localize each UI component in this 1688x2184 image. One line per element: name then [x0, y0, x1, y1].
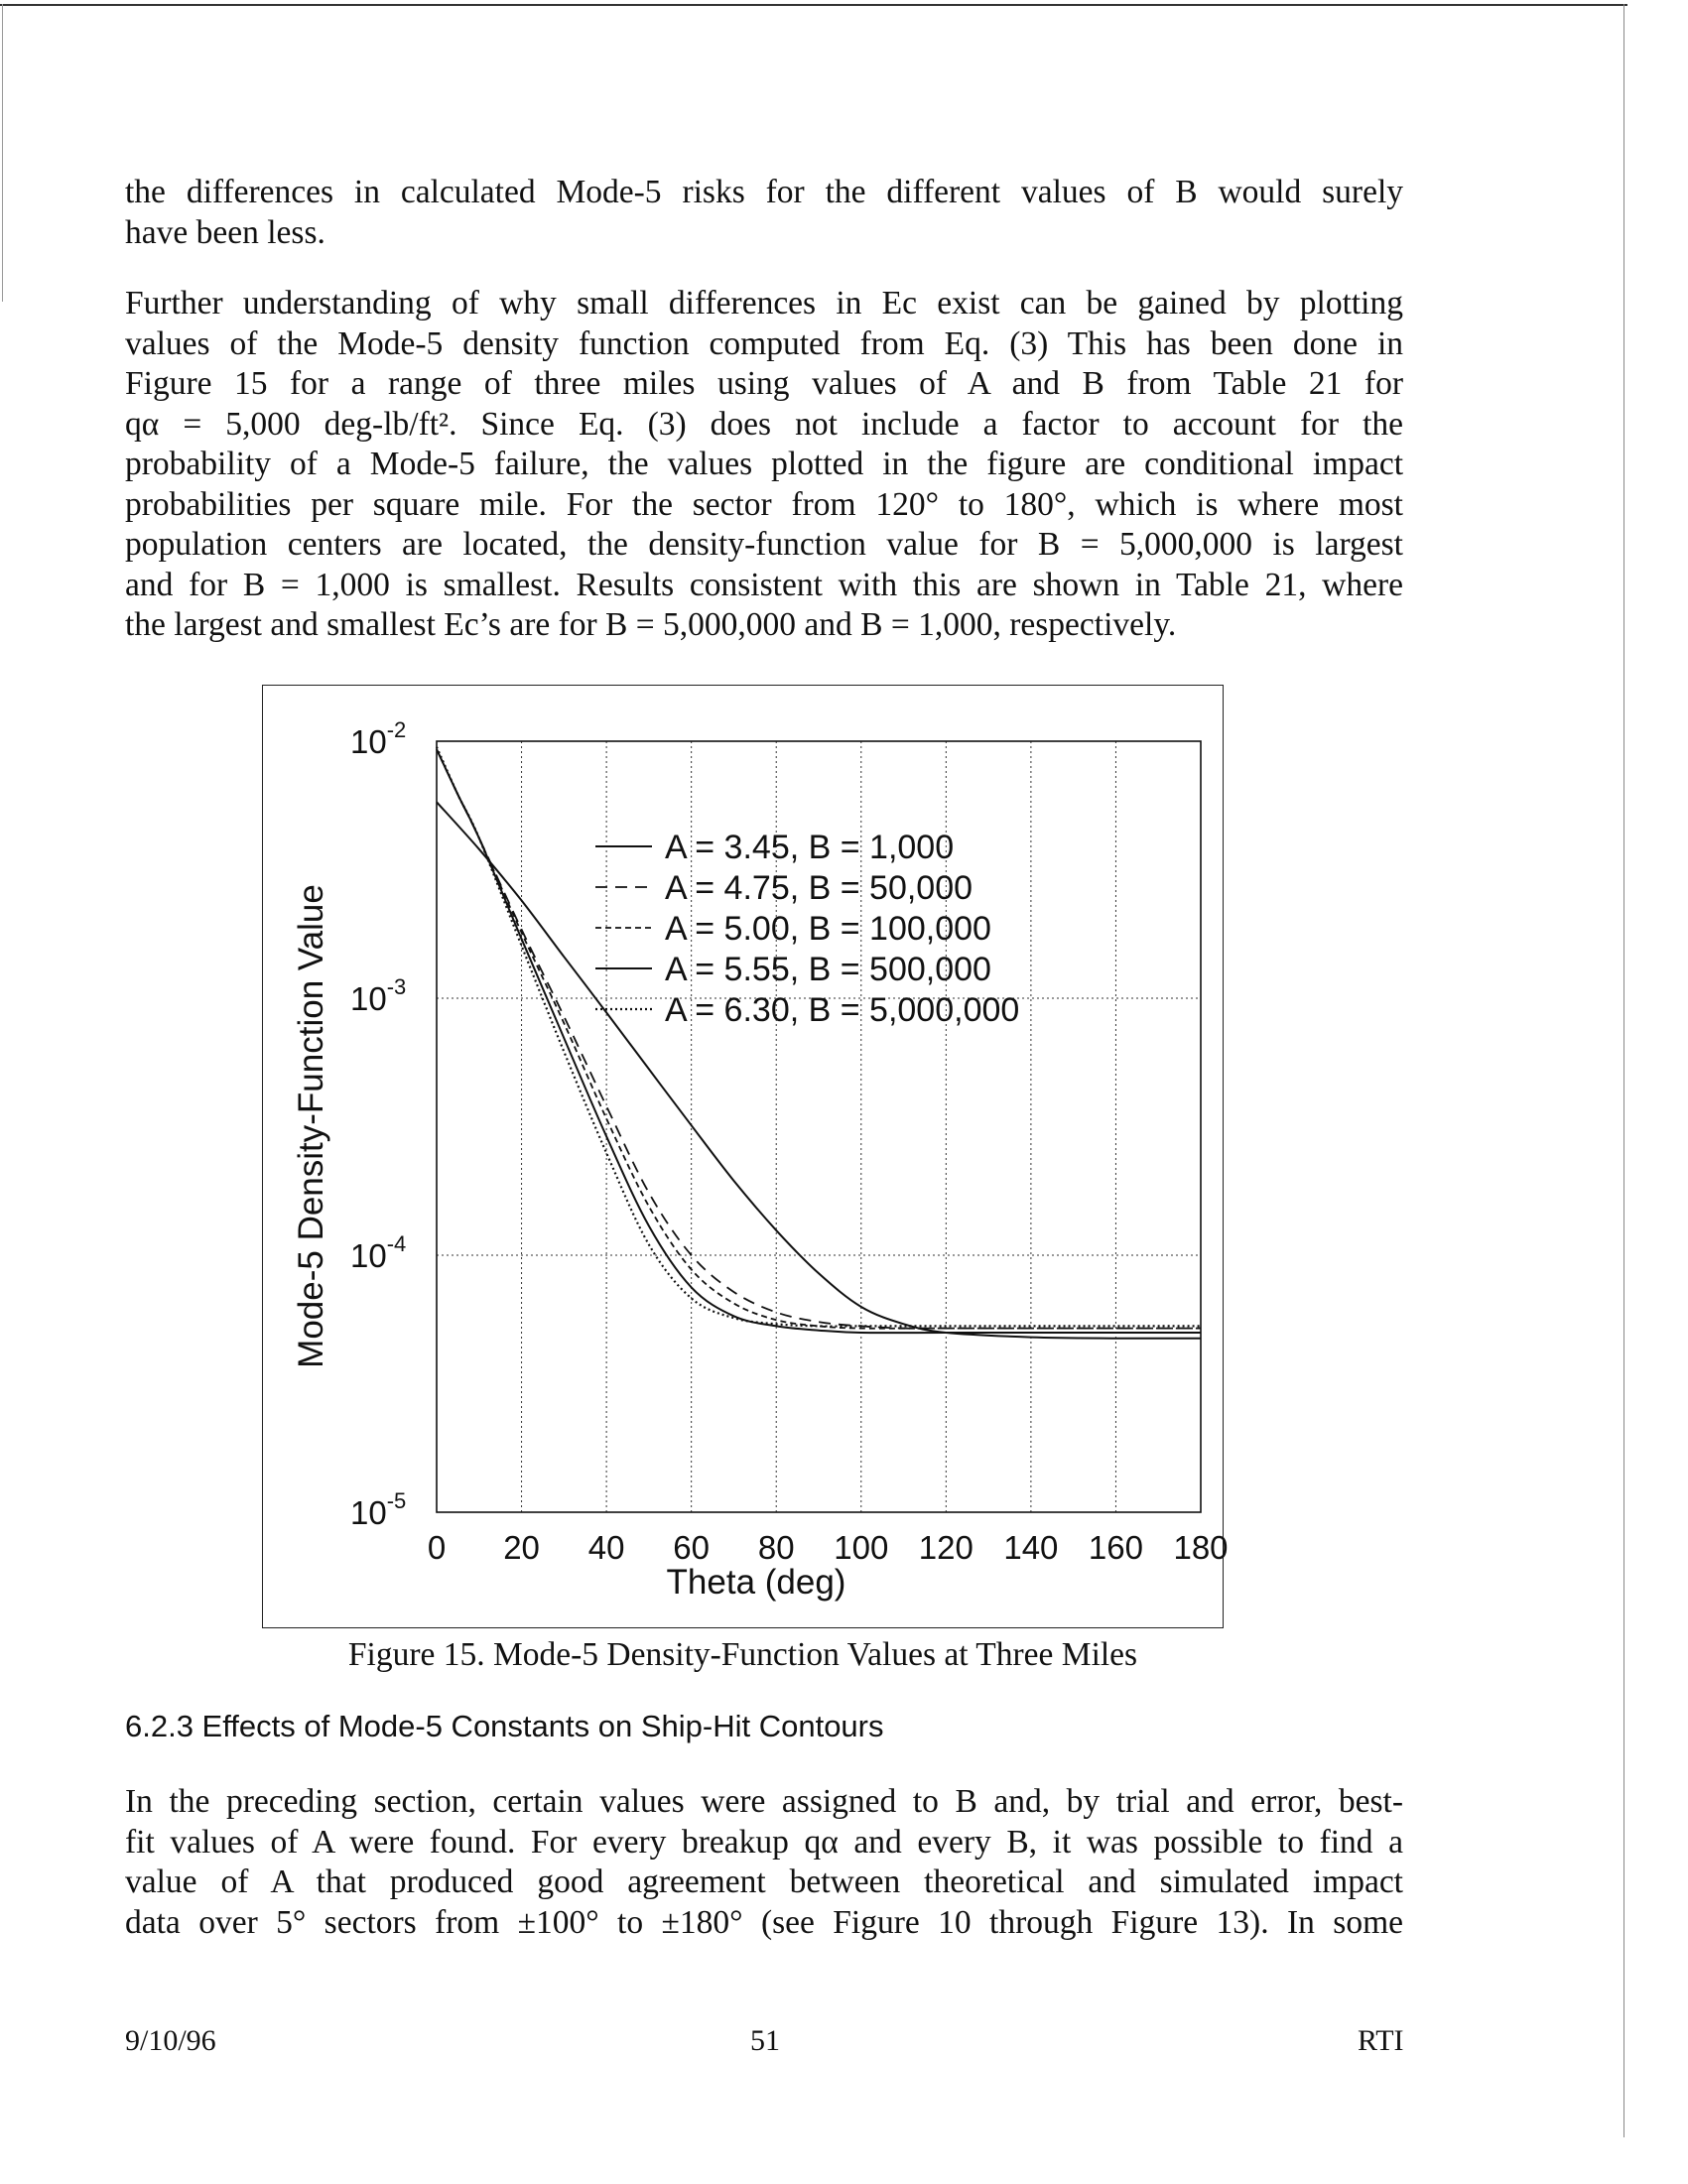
legend-label-3: A = 5.00, B = 100,000 — [665, 910, 991, 948]
text-line: In the preceding section, certain values were assigned to B and, by trial and error, best- — [125, 1783, 1403, 1820]
x-axis-label: Theta (deg) — [666, 1563, 846, 1602]
text-line: and for B = 1,000 is smallest. Results consistent with this are shown in Table 21, where — [125, 566, 1403, 603]
paragraph-1 — [125, 173, 1403, 253]
text-line: the differences in calculated Mode-5 risks for the different values of B would surely — [125, 174, 1403, 210]
text-line: probability of a Mode-5 failure, the values plotted in the figure are conditional impact — [125, 446, 1403, 482]
text-line: population centers are located, the density-function value for B = 5,000,000 is largest — [125, 526, 1403, 563]
y-tick-exponent: -2 — [386, 717, 407, 742]
paragraph-3 — [125, 1782, 1403, 1943]
text-line: data over 5° sectors from ±100° to ±180° (see Figure 10 through Figure 13). In some — [125, 1903, 1403, 1941]
y-axis-label: Mode-5 Density-Function Value — [292, 884, 330, 1368]
x-tick-label: 120 — [918, 1529, 974, 1566]
y-tick-label: $10^{-4}$ — [350, 1231, 407, 1274]
page-top-rule — [0, 4, 1627, 6]
text-line: qα = 5,000 deg-lb/ft². Since Eq. (3) does not include a factor to account for the — [125, 405, 1403, 443]
x-tick-label: 160 — [1088, 1529, 1143, 1566]
page-left-edge — [2, 4, 3, 302]
footer-organization: RTI — [1358, 2024, 1404, 2057]
x-tick-label: 140 — [1003, 1529, 1059, 1566]
y-tick-label: $10^{-2}$ — [350, 717, 407, 760]
y-tick-exponent: -5 — [386, 1488, 407, 1513]
y-tick-label: $10^{-3}$ — [350, 974, 407, 1017]
x-tick-label: 40 — [587, 1529, 625, 1566]
x-tick-label: 180 — [1173, 1529, 1229, 1566]
legend-label-4: A = 5.55, B = 500,000 — [665, 951, 991, 988]
text-line: values of the Mode-5 density function computed from Eq. (3) This has been done in — [125, 324, 1403, 362]
x-tick-label: 100 — [834, 1529, 889, 1566]
x-tick-label: 60 — [673, 1529, 711, 1566]
y-tick-label: $10^{-5}$ — [350, 1488, 407, 1531]
legend-label-1: A = 3.45, B = 1,000 — [665, 829, 955, 866]
legend-label-2: A = 4.75, B = 50,000 — [665, 869, 974, 907]
text-line: fit values of A were found. For every breakup qα and every B, it was possible to find a — [125, 1823, 1403, 1861]
paragraph-2 — [125, 284, 1403, 646]
text-line: value of A that produced good agreement between theoretical and simulated impact — [125, 1863, 1403, 1900]
x-tick-label: 0 — [427, 1529, 447, 1566]
legend-label-5: A = 6.30, B = 5,000,000 — [665, 991, 1020, 1029]
section-heading: 6.2.3 Effects of Mode-5 Constants on Ship-Hit Contours — [125, 1709, 884, 1743]
x-tick-label: 80 — [757, 1529, 795, 1566]
y-tick-exponent: -4 — [386, 1231, 407, 1256]
figure-caption: Figure 15. Mode-5 Density-Function Values at Three Miles — [347, 1636, 1138, 1673]
text-line: probabilities per square mile. For the sector from 120° to 180°, which is where most — [125, 485, 1403, 523]
y-tick-exponent: -3 — [386, 974, 407, 999]
x-tick-label: 20 — [503, 1529, 540, 1566]
text-line: Figure 15 for a range of three miles using values of A and B from Table 21 for — [125, 365, 1403, 402]
text-line: have been less. — [125, 213, 325, 251]
density-function-chart — [263, 686, 1229, 1626]
figure-frame — [262, 685, 1229, 1628]
footer-date: 9/10/96 — [125, 2024, 216, 2057]
text-line: the largest and smallest Ec’s are for B = 5,000,000 and B = 1,000, respectively. — [125, 606, 1177, 643]
footer-page-number: 51 — [750, 2024, 780, 2057]
text-line: Further understanding of why small differences in Ec exist can be gained by plotting — [125, 285, 1403, 321]
page-right-edge — [1623, 4, 1624, 2137]
